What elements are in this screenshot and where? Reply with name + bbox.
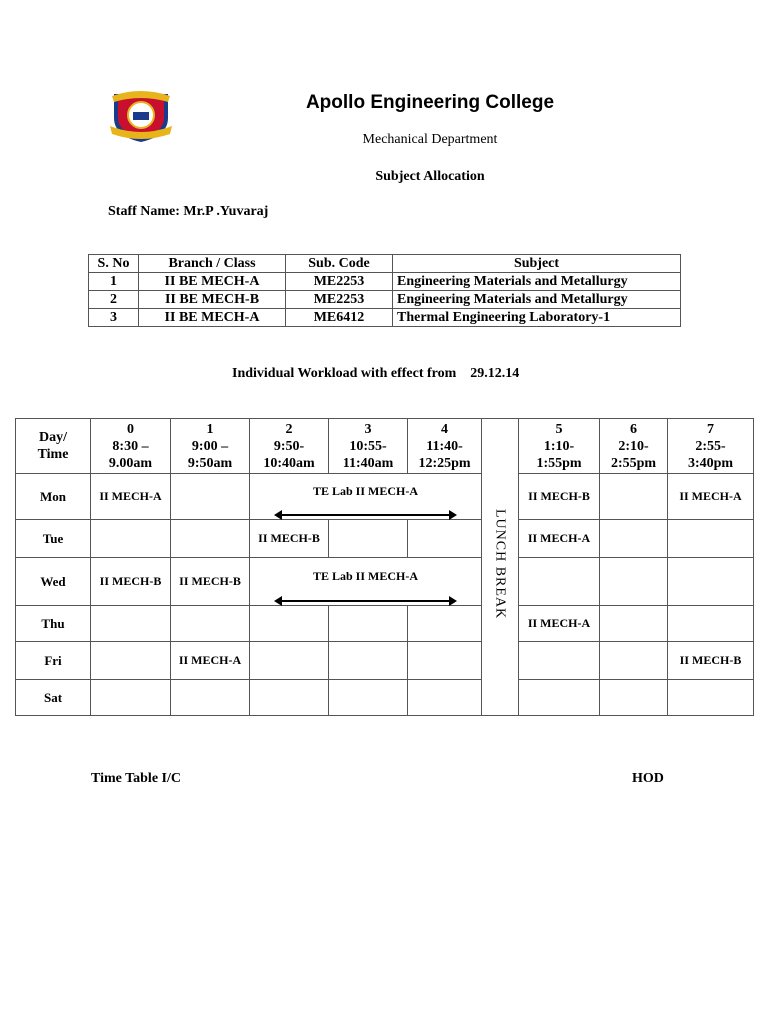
document-title: Subject Allocation: [375, 169, 485, 184]
slot-cell: [91, 520, 171, 558]
day-row-tue: [16, 520, 754, 558]
period-start: 11:40-: [426, 438, 463, 454]
staff-name: Staff Name: Mr.P .Yuvaraj: [108, 204, 269, 219]
period-start: 2:10-: [618, 438, 649, 454]
hod-label: HOD: [632, 771, 664, 786]
period-end: 12:25pm: [418, 455, 471, 471]
cell-subcode: ME6412: [286, 309, 393, 327]
double-arrow-icon: [280, 514, 451, 516]
slot-cell: II MECH-A: [91, 474, 171, 520]
cell-branch: II BE MECH-A: [139, 309, 286, 327]
slot-cell: [329, 642, 408, 680]
period-end: 9.00am: [108, 455, 153, 471]
slot-cell: [519, 558, 600, 606]
table-row: [89, 309, 681, 327]
slot-cell: [668, 558, 754, 606]
period-num: 1: [206, 421, 214, 437]
day-row-wed: [16, 558, 754, 606]
day-row-mon: [16, 474, 754, 520]
allocation-header-row: [89, 255, 681, 273]
workload-label: Individual Workload with effect from: [232, 366, 457, 381]
period-end: 9:50am: [187, 455, 233, 471]
lab-slot: [250, 474, 482, 520]
slot-cell: [171, 474, 250, 520]
slot-cell: II MECH-A: [519, 520, 600, 558]
period-start: 9:00 –: [191, 438, 229, 454]
slot-cell: [600, 474, 668, 520]
day-row-sat: [16, 680, 754, 716]
lunch-break-cell: [482, 419, 519, 716]
timetable-header-row: [16, 419, 754, 474]
day-label: Tue: [16, 520, 91, 558]
period-start: 2:55-: [695, 438, 726, 454]
period-end: 11:40am: [342, 455, 394, 471]
slot-cell: II MECH-B: [91, 558, 171, 606]
allocation-table: [88, 254, 681, 327]
slot-cell: [600, 558, 668, 606]
slot-cell: [329, 606, 408, 642]
period-header: [668, 419, 754, 474]
college-name: Apollo Engineering College: [305, 92, 555, 113]
slot-cell: [600, 520, 668, 558]
period-end: 2:55pm: [610, 455, 657, 471]
period-num: 7: [707, 421, 714, 437]
slot-cell: [91, 606, 171, 642]
slot-cell: [600, 606, 668, 642]
cell-sno: 1: [89, 273, 139, 291]
period-num: 0: [127, 421, 134, 437]
slot-cell: [668, 520, 754, 558]
table-row: [89, 291, 681, 309]
period-header: [171, 419, 250, 474]
lab-slot: [250, 558, 482, 606]
lab-label: TE Lab II MECH-A: [312, 569, 419, 583]
col-subcode: Sub. Code: [286, 255, 393, 273]
slot-cell: II MECH-A: [668, 474, 754, 520]
cell-subcode: ME2253: [286, 291, 393, 309]
corner-day: Day/: [39, 430, 67, 445]
slot-cell: II MECH-A: [519, 606, 600, 642]
period-num: 5: [555, 421, 563, 437]
day-label: Fri: [16, 642, 91, 680]
period-header: [519, 419, 600, 474]
slot-cell: [408, 642, 482, 680]
table-row: [89, 273, 681, 291]
period-end: 1:55pm: [536, 455, 582, 471]
slot-cell: [600, 642, 668, 680]
timetable-incharge-label: Time Table I/C: [91, 771, 181, 786]
period-header: [600, 419, 668, 474]
period-header: [91, 419, 171, 474]
corner-cell: [16, 419, 91, 474]
workload-line: [232, 366, 519, 382]
slot-cell: [91, 642, 171, 680]
cell-subject: Thermal Engineering Laboratory-1: [393, 309, 681, 327]
col-sno: S. No: [89, 255, 139, 273]
period-header: [408, 419, 482, 474]
period-num: 4: [441, 421, 448, 437]
double-arrow-icon: [280, 600, 451, 602]
slot-cell: [91, 680, 171, 716]
cell-subject: Engineering Materials and Metallurgy: [393, 291, 681, 309]
period-header: [250, 419, 329, 474]
slot-cell: [600, 680, 668, 716]
day-row-fri: [16, 642, 754, 680]
period-start: 8:30 –: [112, 438, 149, 454]
cell-sno: 2: [89, 291, 139, 309]
cell-subcode: ME2253: [286, 273, 393, 291]
slot-cell: II MECH-B: [519, 474, 600, 520]
cell-branch: II BE MECH-B: [139, 291, 286, 309]
lab-label: TE Lab II MECH-A: [312, 484, 419, 498]
slot-cell: II MECH-B: [668, 642, 754, 680]
slot-cell: [329, 520, 408, 558]
slot-cell: [250, 606, 329, 642]
period-header: [329, 419, 408, 474]
timetable: [15, 418, 754, 716]
cell-sno: 3: [89, 309, 139, 327]
period-num: 3: [364, 421, 372, 437]
slot-cell: [171, 606, 250, 642]
period-end: 10:40am: [263, 455, 315, 471]
period-end: 3:40pm: [687, 455, 734, 471]
slot-cell: II MECH-B: [171, 558, 250, 606]
day-row-thu: [16, 606, 754, 642]
slot-cell: [519, 642, 600, 680]
period-num: 6: [630, 421, 637, 437]
slot-cell: [329, 680, 408, 716]
cell-branch: II BE MECH-A: [139, 273, 286, 291]
slot-cell: [668, 680, 754, 716]
slot-cell: [408, 520, 482, 558]
period-start: 9:50-: [273, 438, 305, 454]
slot-cell: [408, 680, 482, 716]
slot-cell: [408, 606, 482, 642]
slot-cell: [250, 642, 329, 680]
lunch-break-label: LUNCH BREAK: [492, 509, 508, 620]
slot-cell: II MECH-A: [171, 642, 250, 680]
department-name: Mechanical Department: [362, 132, 498, 147]
col-subject: Subject: [393, 255, 681, 273]
period-num: 2: [285, 421, 293, 437]
slot-cell: [171, 520, 250, 558]
workload-date: 29.12.14: [470, 366, 520, 381]
period-start: 10:55-: [349, 438, 387, 454]
day-label: Mon: [16, 474, 91, 520]
col-branch: Branch / Class: [139, 255, 286, 273]
day-label: Wed: [16, 558, 91, 606]
slot-cell: [250, 680, 329, 716]
slot-cell: [668, 606, 754, 642]
period-start: 1:10-: [543, 438, 575, 454]
slot-cell: II MECH-B: [250, 520, 329, 558]
slot-cell: [171, 680, 250, 716]
corner-time: Time: [37, 447, 69, 462]
day-label: Thu: [16, 606, 91, 642]
cell-subject: Engineering Materials and Metallurgy: [393, 273, 681, 291]
day-label: Sat: [16, 680, 91, 716]
slot-cell: [519, 680, 600, 716]
